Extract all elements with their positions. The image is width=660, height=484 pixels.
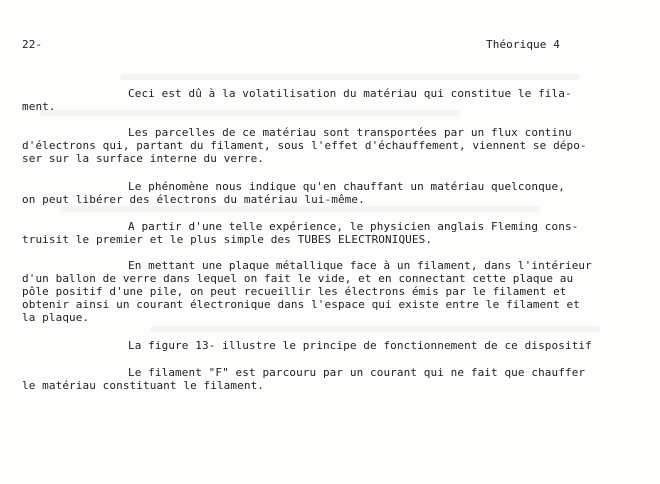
paragraph-line: truisit le premier et le plus simple des TUBES ELECTRONIQUES. xyxy=(22,233,433,246)
bleed-through-mark xyxy=(150,326,600,332)
paragraph-line: d'électrons qui, partant du filament, sous l'effet d'échauffement, viennent se dépo- xyxy=(22,139,587,152)
paragraph-line: on peut libérer des électrons du matériau lui-même. xyxy=(22,193,365,206)
paragraph-line: A partir d'une telle expérience, le physicien anglais Fleming cons- xyxy=(128,220,579,233)
paragraph-line: pôle positif d'une pile, on peut recueillir les électrons émis par le filament et xyxy=(22,285,567,298)
paragraph-line: La figure 13- illustre le principe de fonctionnement de ce dispositif xyxy=(128,339,592,352)
paragraph-line: obtenir ainsi un courant électronique dans l'espace qui existe entre le filament et xyxy=(22,298,580,311)
page-number: 22- xyxy=(22,38,43,51)
paragraph-line: En mettant une plaque métallique face à un filament, dans l'intérieur xyxy=(128,259,592,272)
paragraph-line: le matériau constituant le filament. xyxy=(22,379,265,392)
paragraph-line: Les parcelles de ce matériau sont transportées par un flux continu xyxy=(128,126,572,139)
paragraph-line: Ceci est dû à la volatilisation du matériau qui constitue le fila- xyxy=(128,87,572,100)
paragraph-line: Le phénomène nous indique qu'en chauffant un matériau quelconque, xyxy=(128,180,565,193)
bleed-through-mark xyxy=(120,74,580,80)
paragraph-line: la plaque. xyxy=(22,311,90,324)
paragraph-line: ser sur la surface interne du verre. xyxy=(22,152,265,165)
section-label: Théorique 4 xyxy=(486,38,560,51)
paragraph-line: Le filament "F" est parcouru par un courant qui ne fait que chauffer xyxy=(128,366,586,379)
bleed-through-mark xyxy=(60,206,540,212)
paragraph-line: ment. xyxy=(22,100,56,113)
paragraph-line: d'un ballon de verre dans lequel on fait le vide, et en connectant cette plaque au xyxy=(22,272,574,285)
bleed-through-mark xyxy=(40,110,460,116)
